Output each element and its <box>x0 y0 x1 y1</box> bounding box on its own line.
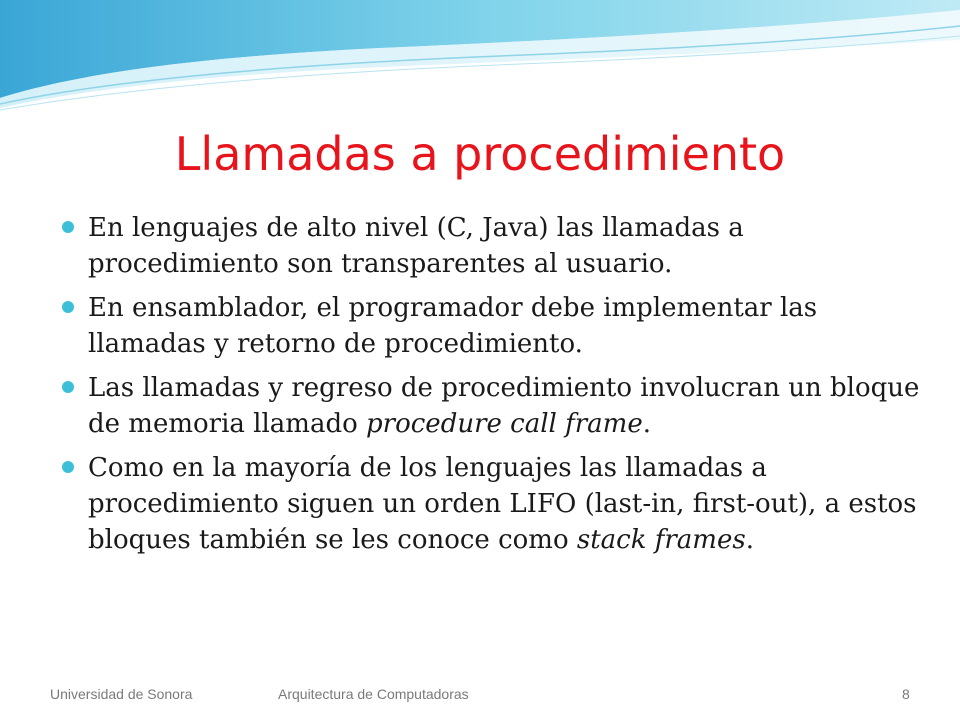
bullet-item <box>60 210 920 282</box>
slide-title: Llamadas a procedimiento <box>174 127 786 181</box>
bullet-text: En lenguajes de alto nivel (C, Java) las llamadas a procedimiento son transparentes al usuario. <box>88 213 744 279</box>
bullet-text <box>88 373 919 439</box>
bullet-text-italic: procedure call frame <box>366 409 643 439</box>
bullet-text: En ensamblador, el programador debe implementar las llamadas y retorno de procedimiento. <box>88 293 818 359</box>
bullet-text-plain: Las llamadas y regreso de procedimiento involucran un bloque de memoria llamado <box>88 373 920 439</box>
bullet-item <box>60 370 920 442</box>
bullet-list <box>60 210 920 566</box>
footer-page-number: 8 <box>902 686 910 702</box>
footer-institution: Universidad de Sonora <box>50 686 193 702</box>
bullet-item <box>60 290 920 362</box>
bullet-icon <box>62 221 74 233</box>
bullet-text-end: . <box>642 409 651 439</box>
bullet-icon <box>62 381 74 393</box>
bullet-text-end: . <box>745 525 754 555</box>
header-wave-decoration <box>0 0 960 120</box>
footer-course: Arquitectura de Computadoras <box>278 686 469 702</box>
bullet-text-italic: stack frames <box>576 525 746 555</box>
bullet-icon <box>62 461 74 473</box>
bullet-item <box>60 450 920 558</box>
bullet-text-plain: Como en la mayoría de los lenguajes las llamadas a procedimiento siguen un orden LIFO (last-in, first-out), a estos bloques también se les conoce como <box>88 453 917 555</box>
bullet-text <box>88 453 917 555</box>
bullet-icon <box>62 301 74 313</box>
